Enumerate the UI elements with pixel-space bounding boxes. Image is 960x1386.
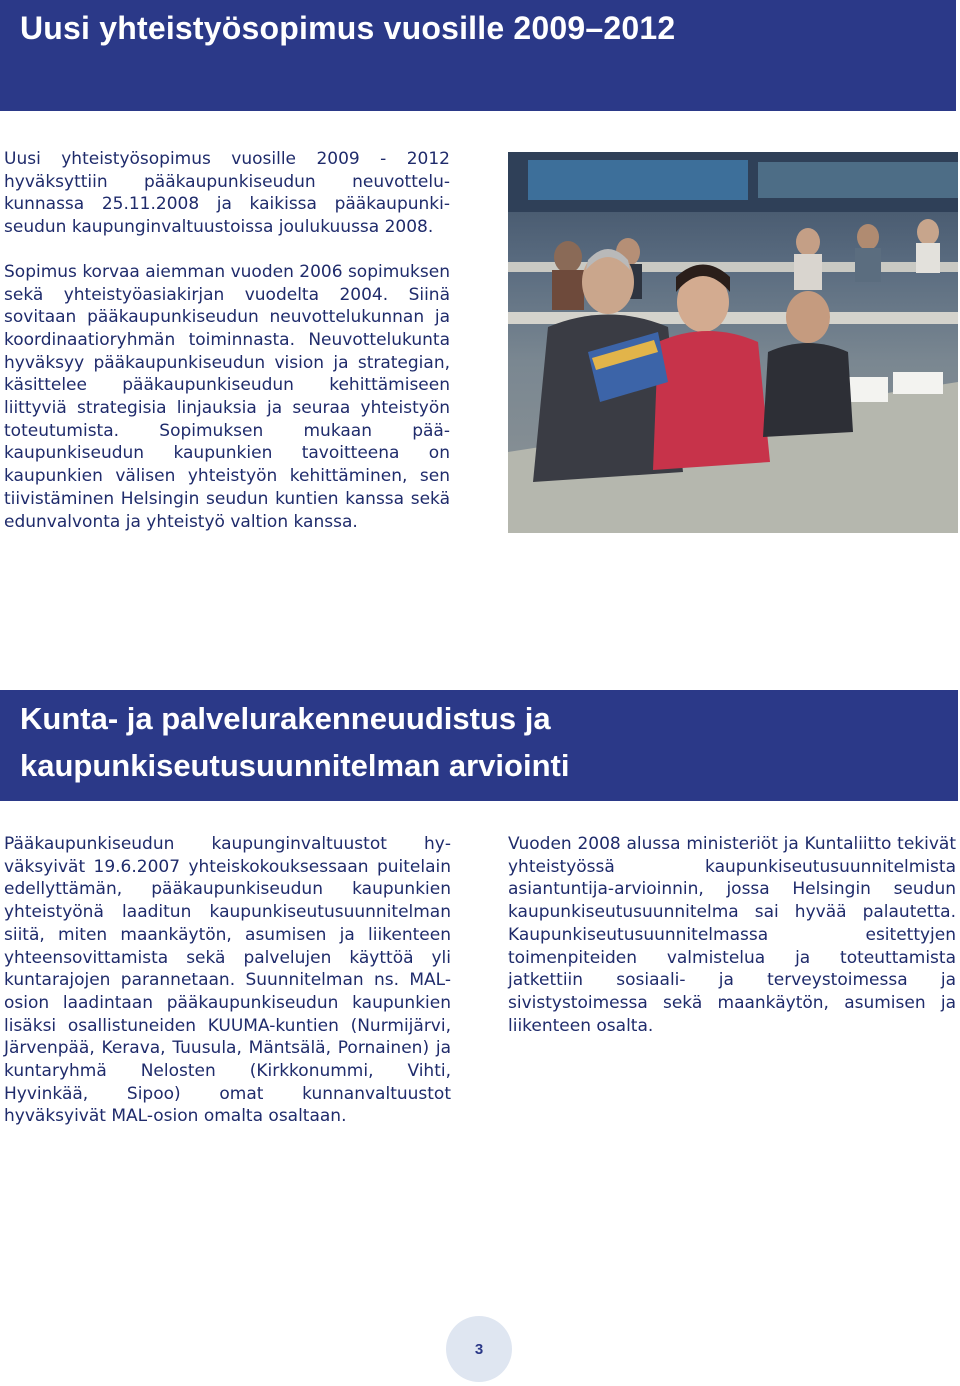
section-title-line-2: kaupunkiseutusuunnitelman arviointi xyxy=(20,748,570,783)
right-column xyxy=(508,833,956,1037)
page-number-badge xyxy=(446,1316,512,1382)
page-title: Uusi yhteistyösopimus vuosille 2009–2012 xyxy=(20,10,676,46)
title-banner xyxy=(0,0,956,111)
left-column-paragraph: Pääkaupunkiseudun kaupunginvaltuustot hyväksyivät 19.6.2007 yhteiskokouksessaan puitelain edellyttämän, pääkaupunkiseudun kaupunkien yhteistyönä laaditun kaupunkiseutusuunnitelman siitä, miten maankäytön, asumisen ja liikenteen yhteensovittamista sekä palvelujen käyttöä yli kuntarajojen parannetaan. Suunnitelman ns. MAL-osion laadintaan pääkaupunkiseudun kaupunkien lisäksi osallistuneiden KUUMA-kuntien (Nurmijärvi, Järvenpää, Kerava, Tuusula, Mäntsälä, Pornainen) ja kuntaryhmä Nelosten (Kirkkonummi, Vihti, Hyvinkää, Sipoo) omat kunnanvaltuustot hyväksyivät MAL-osion omalta osaltaan. xyxy=(4,834,451,1127)
page-number: 3 xyxy=(474,1340,484,1358)
section-title-line-1: Kunta- ja palvelurakenneuudistus ja xyxy=(20,701,551,736)
intro-paragraph-1: Uusi yhteistyösopimus vuosille 2009 - 2012 hyväksyttiin pääkaupunkiseudun neuvottelukunnassa 25.11.2008 ja kaikissa pääkaupunkiseudun kaupunginvaltuustoissa joulukuussa 2008. xyxy=(4,149,450,238)
meeting-photo xyxy=(508,152,958,533)
section-banner xyxy=(0,690,958,801)
left-column xyxy=(4,833,451,1128)
intro-text xyxy=(4,148,450,533)
right-column-paragraph: Vuoden 2008 alussa ministeriöt ja Kuntaliitto tekivät yhteistyössä kaupunkiseutusuunnitelmista asiantuntija-arvioinnin, jossa Helsingin seudun kaupunkiseutusuunnitelma sai hyvää palautetta. Kaupunkiseutusuunnitelmassa esitettyjen toimenpiteiden valmistelua ja toteuttamista jatkettiin sosiaali- ja terveystoimessa ja sivistystoimessa sekä maankäytön, asumisen ja liikenteen osalta. xyxy=(508,834,956,1036)
intro-paragraph-2: Sopimus korvaa aiemman vuoden 2006 sopimuksen sekä yhteistyöasiakirjan vuodelta 2004. Siinä sovitaan pääkaupunkiseudun neuvottelukunnan ja koordinaatioryhmän toiminnasta. Neuvottelukunta hyväksyy pääkaupunkiseudun vision ja strategian, käsittelee pääkaupunkiseudun kehittämiseen liittyviä strategisia linjauksia ja seuraa yhteistyön toteutumista. Sopimuksen mukaan pääkaupunkiseudun kaupunkien tavoitteena on kaupunkien välisen yhteistyön kehittäminen, sen tiivistäminen Helsingin seudun kuntien kanssa sekä edunvalvonta ja yhteistyö valtion kanssa. xyxy=(4,261,450,532)
section-title xyxy=(20,695,569,789)
